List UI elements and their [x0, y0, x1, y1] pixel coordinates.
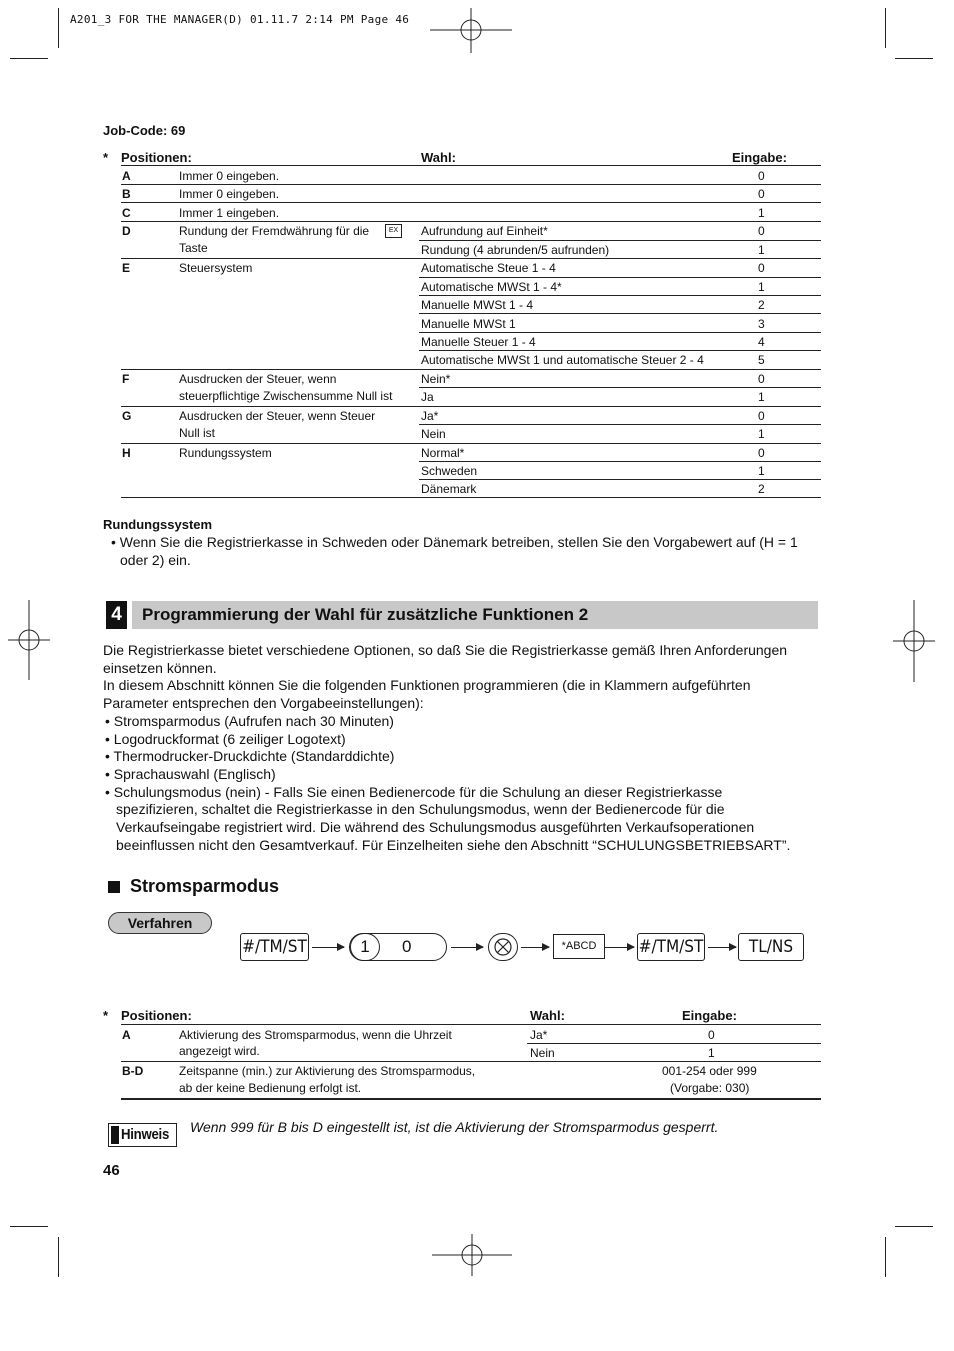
intro-bullet: • Schulungsmodus (nein) - Falls Sie einen Bedienercode für die Schulung an dieser Registrierkasse	[105, 783, 723, 800]
row-desc: steuerpflichtige Zwischensumme Null ist	[179, 389, 393, 403]
row-choice: Schweden	[421, 464, 478, 478]
intro-line: spezifizieren, schaltet die Registrierkasse in den Schulungsmodus, wenn der Bedienercode für die	[116, 801, 725, 818]
row-choice: Automatische MWSt 1 - 4*	[421, 280, 562, 294]
intro-line: beeinflussen nicht den Gesamtverkauf. Für Einzelheiten siehe den Abschnitt “SCHULUNGSBETRIEBSART”.	[116, 836, 791, 853]
header-slug: A201_3 FOR THE MANAGER(D) 01.11.7 2:14 PM Page 46	[70, 13, 410, 26]
row-pos: E	[122, 261, 131, 275]
header-choice: Wahl:	[421, 150, 456, 165]
row-input: 5	[758, 353, 765, 367]
table-asterisk: *	[103, 150, 109, 165]
intro-bullet: • Logodruckformat (6 zeiliger Logotext)	[105, 730, 346, 747]
registration-mark-bottom	[432, 1234, 512, 1276]
multiply-key-icon	[488, 933, 518, 961]
row-desc: ab der keine Bedienung erfolgt ist.	[179, 1081, 362, 1095]
row-input: 0	[758, 261, 765, 275]
intro-line: In diesem Abschnitt können Sie die folgenden Funktionen programmieren (die in Klammern aufgeführten	[103, 677, 751, 694]
rounding-note-line: oder 2) ein.	[120, 552, 191, 568]
row-input: 4	[758, 335, 765, 349]
row-pos: G	[122, 409, 132, 423]
row-pos: B	[122, 187, 131, 201]
row-desc: Immer 0 eingeben.	[179, 187, 280, 201]
row-choice: Manuelle MWSt 1	[421, 317, 516, 331]
header-positions: Positionen:	[121, 1008, 192, 1023]
row-input: 0	[758, 409, 765, 423]
header-input: Eingabe:	[732, 150, 787, 165]
intro-line: Parameter entsprechen den Vorgabeeinstellungen):	[103, 695, 424, 712]
row-choice: Nein*	[421, 372, 451, 386]
row-pos: H	[122, 446, 131, 460]
row-input: 0	[758, 169, 765, 183]
row-choice: Manuelle MWSt 1 - 4	[421, 298, 534, 312]
row-pos: F	[122, 372, 130, 386]
tm-st-key: #/TM/ST	[637, 933, 705, 961]
hinweis-label: Hinweis	[121, 1126, 170, 1143]
row-input: 3	[758, 317, 765, 331]
row-desc: Zeitspanne (min.) zur Aktivierung des Stromsparmodus,	[179, 1064, 476, 1078]
abcd-input-box: *ABCD	[553, 934, 605, 959]
row-choice: Ja*	[530, 1028, 548, 1042]
row-input: 001-254 oder 999	[662, 1064, 757, 1078]
intro-line: einsetzen können.	[103, 659, 217, 676]
row-input: 2	[758, 298, 765, 312]
row-desc: Taste	[179, 241, 208, 255]
row-pos: A	[122, 169, 131, 183]
row-desc: Null ist	[179, 426, 216, 440]
row-desc: Steuersystem	[179, 261, 253, 275]
registration-mark-top	[430, 8, 512, 53]
row-input: 1	[758, 464, 765, 478]
digit-zero-key: 0	[402, 937, 412, 956]
tm-st-key: #/TM/ST	[240, 933, 309, 961]
row-input: 0	[708, 1028, 715, 1042]
row-choice: Aufrundung auf Einheit*	[421, 224, 548, 238]
row-desc: Rundungssystem	[179, 446, 272, 460]
intro-line: Die Registrierkasse bietet verschiedene Optionen, so daß Sie die Registrierkasse gemäß Ihren Anforderungen	[103, 642, 788, 658]
procedure-label: Verfahren	[108, 912, 212, 934]
row-choice: Nein	[421, 427, 446, 441]
header-input: Eingabe:	[682, 1008, 737, 1023]
digit-keys-group	[349, 933, 447, 961]
row-pos: D	[122, 224, 131, 238]
row-desc: angezeigt wird.	[179, 1044, 260, 1058]
square-bullet-icon	[108, 881, 120, 893]
digit-one-key: 1	[350, 933, 380, 961]
ex-key-icon: EX	[385, 224, 402, 238]
row-desc: Ausdrucken der Steuer, wenn	[179, 372, 337, 386]
row-input: 0	[758, 187, 765, 201]
row-input: 1	[758, 390, 765, 404]
page-number: 46	[103, 1162, 120, 1179]
row-input: 1	[758, 243, 765, 257]
row-input: 1	[758, 427, 765, 441]
row-input: 1	[758, 280, 765, 294]
hinweis-badge	[108, 1123, 177, 1147]
registration-mark-left	[8, 600, 50, 680]
row-desc: Immer 0 eingeben.	[179, 169, 280, 183]
section-title: Programmierung der Wahl für zusätzliche Funktionen 2	[142, 605, 589, 624]
row-choice: Manuelle Steuer 1 - 4	[421, 335, 536, 349]
row-pos: B-D	[122, 1064, 144, 1078]
row-pos: C	[122, 206, 131, 220]
row-choice: Normal*	[421, 446, 465, 460]
row-input: 1	[758, 206, 765, 220]
arrow-icon	[312, 947, 344, 948]
row-choice: Automatische MWSt 1 und automatische Steuer 2 - 4	[421, 353, 704, 367]
row-desc: Immer 1 eingeben.	[179, 206, 280, 220]
job-code: Job-Code: 69	[103, 123, 186, 138]
header-positions: Positionen:	[121, 150, 192, 165]
row-input: 2	[758, 482, 765, 496]
row-choice: Rundung (4 abrunden/5 aufrunden)	[421, 243, 610, 257]
table-asterisk: *	[103, 1008, 109, 1023]
row-input: 0	[758, 372, 765, 386]
header-choice: Wahl:	[530, 1008, 565, 1023]
intro-bullet: • Stromsparmodus (Aufrufen nach 30 Minuten)	[105, 712, 394, 729]
intro-line: Verkaufseingabe registriert wird. Die während des Schulungsmodus ausgeführten Verkaufsoperationen	[116, 819, 755, 836]
arrow-icon	[451, 947, 483, 948]
arrow-icon	[605, 947, 634, 948]
row-input: 1	[708, 1046, 715, 1060]
row-desc: Rundung der Fremdwährung für die	[179, 224, 370, 238]
registration-mark-right	[893, 600, 935, 682]
row-input: (Vorgabe: 030)	[670, 1081, 750, 1095]
intro-bullet: • Sprachauswahl (Englisch)	[105, 765, 276, 782]
section-title-bar	[132, 601, 818, 629]
arrow-icon	[708, 947, 736, 948]
section-number-badge: 4	[106, 601, 127, 629]
row-desc: Ausdrucken der Steuer, wenn Steuer	[179, 409, 376, 423]
rounding-note-line: • Wenn Sie die Registrierkasse in Schweden oder Dänemark betreiben, stellen Sie den Vorgabewert auf (H = 1	[111, 534, 798, 550]
hinweis-marker-icon	[111, 1126, 119, 1144]
row-choice: Automatische Steue 1 - 4	[421, 261, 556, 275]
intro-paragraph	[103, 642, 790, 854]
subsection-title: Stromsparmodus	[130, 876, 280, 896]
row-input: 0	[758, 224, 765, 238]
row-choice: Dänemark	[421, 482, 477, 496]
row-input: 0	[758, 446, 765, 460]
tl-ns-key: TL/NS	[738, 933, 804, 961]
row-choice: Ja*	[421, 409, 439, 423]
row-choice: Nein	[530, 1046, 555, 1060]
hinweis-text: Wenn 999 für B bis D eingestellt ist, ist die Aktivierung der Stromsparmodus gesperrt.	[190, 1119, 719, 1135]
row-choice: Ja	[421, 390, 434, 404]
arrow-icon	[521, 947, 549, 948]
row-desc: Aktivierung des Stromsparmodus, wenn die Uhrzeit	[179, 1028, 452, 1042]
row-pos: A	[122, 1028, 131, 1042]
rounding-note-title: Rundungssystem	[103, 517, 213, 532]
intro-bullet: • Thermodrucker-Druckdichte (Standarddichte)	[105, 748, 395, 765]
